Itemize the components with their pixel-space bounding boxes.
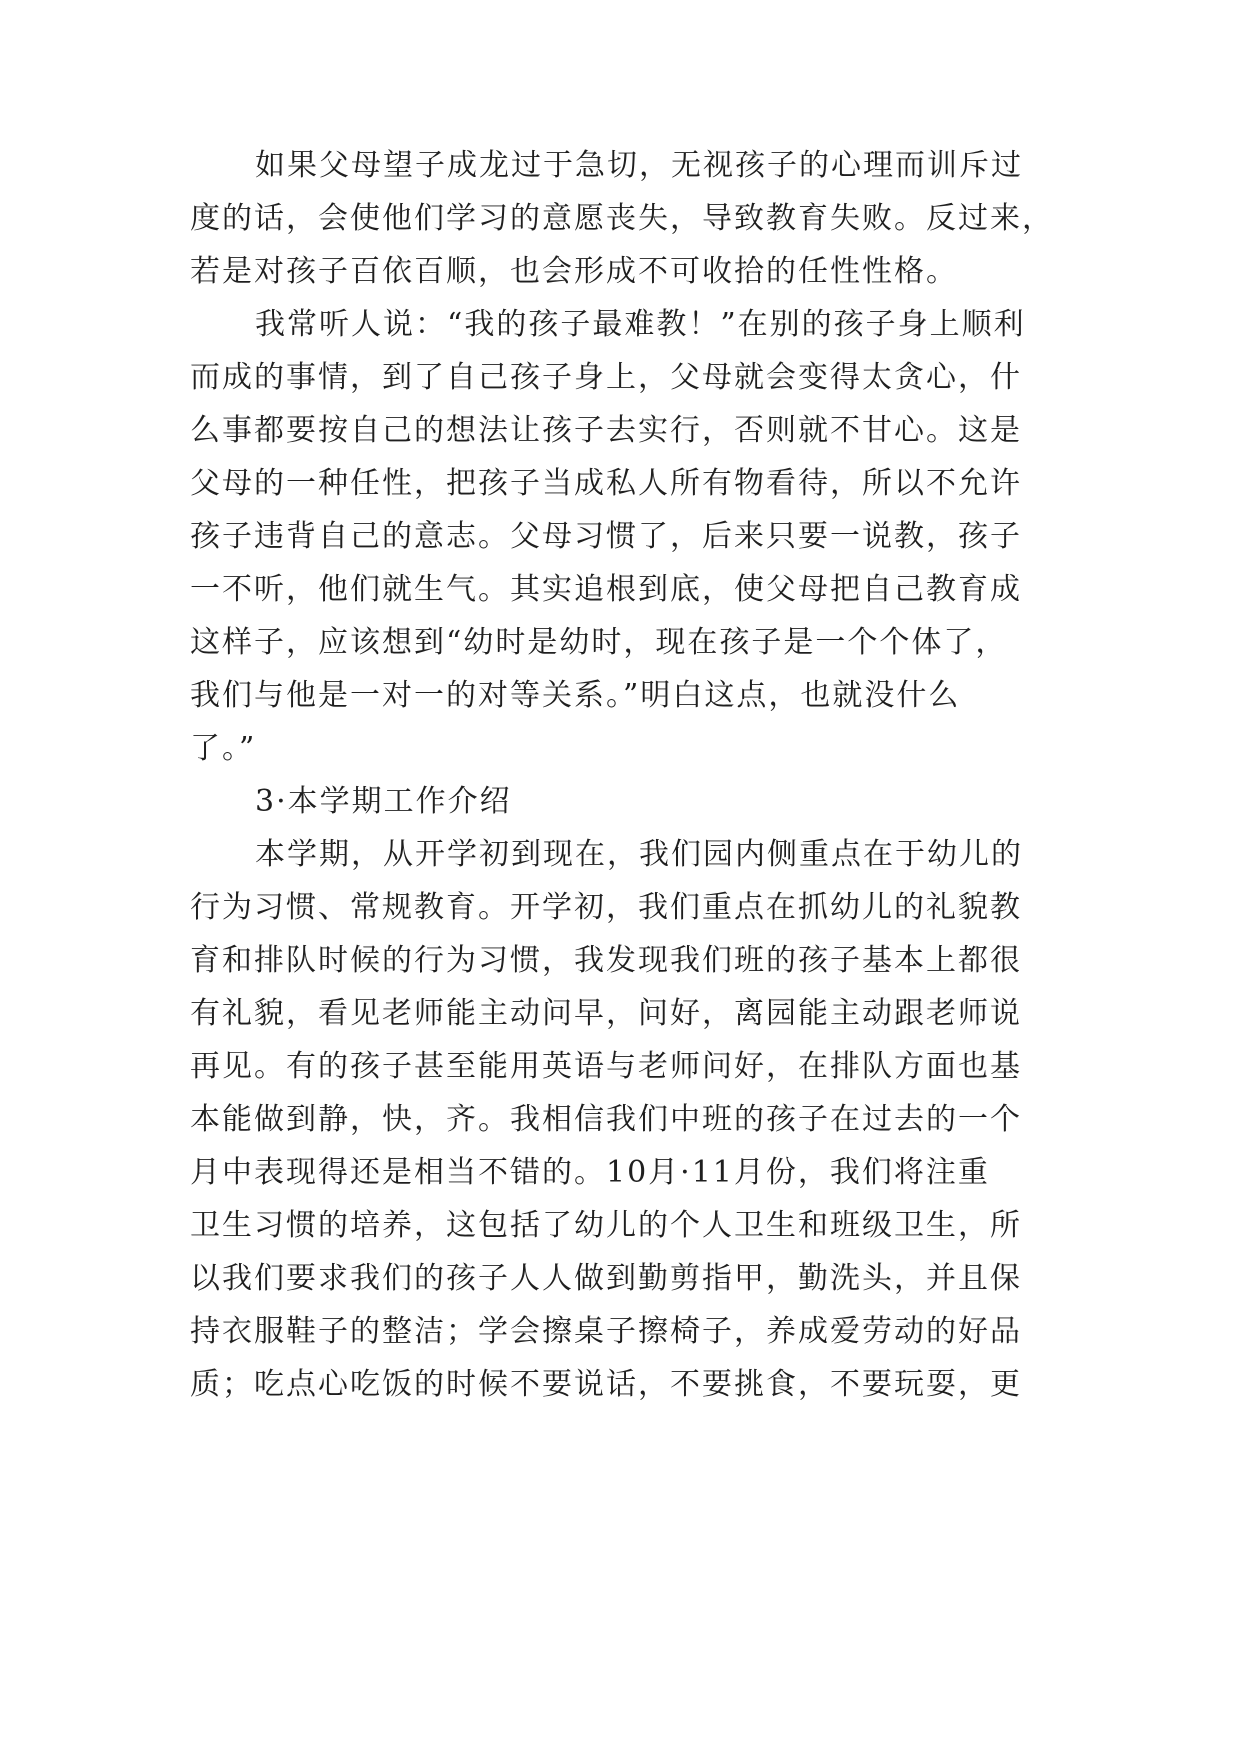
text-line: 月中表现得还是相当不错的。10月·11月份，我们将注重 — [190, 1155, 990, 1190]
text-line: 我们与他是一对一的对等关系。”明白这点，也就没什么 — [190, 678, 961, 713]
text-line: 行为习惯、常规教育。开学初，我们重点在抓幼儿的礼貌教 — [190, 890, 1022, 925]
text-line: 而成的事情，到了自己孩子身上，父母就会变得太贪心，什 — [190, 360, 1022, 395]
text-line: 若是对孩子百依百顺，也会形成不可收拾的任性性格。 — [190, 254, 958, 289]
text-line: 如果父母望子成龙过于急切，无视孩子的心理而训斥过 — [255, 148, 1023, 183]
text-line: 再见。有的孩子甚至能用英语与老师问好，在排队方面也基 — [190, 1049, 1022, 1084]
text-line: 我常听人说：“我的孩子最难教！”在别的孩子身上顺利 — [255, 307, 1026, 342]
text-line: 了。” — [190, 731, 257, 766]
text-line: 孩子违背自己的意志。父母习惯了，后来只要一说教，孩子 — [190, 519, 1022, 554]
text-line: 持衣服鞋子的整洁；学会擦桌子擦椅子，养成爱劳动的好品 — [190, 1314, 1022, 1349]
text-line: 育和排队时候的行为习惯，我发现我们班的孩子基本上都很 — [190, 943, 1022, 978]
text-line: 本学期，从开学初到现在，我们园内侧重点在于幼儿的 — [255, 837, 1023, 872]
text-line: 这样子，应该想到“幼时是幼时，现在孩子是一个个体了， — [190, 625, 1008, 660]
text-line: 一不听，他们就生气。其实追根到底，使父母把自己教育成 — [190, 572, 1022, 607]
section-heading: 3·本学期工作介绍 — [255, 784, 512, 819]
text-line: 以我们要求我们的孩子人人做到勤剪指甲，勤洗头，并且保 — [190, 1261, 1022, 1296]
text-line: 度的话，会使他们学习的意愿丧失，导致教育失败。反过来， — [190, 201, 1054, 236]
text-line: 父母的一种任性，把孩子当成私人所有物看待，所以不允许 — [190, 466, 1022, 501]
text-line: 本能做到静，快，齐。我相信我们中班的孩子在过去的一个 — [190, 1102, 1022, 1137]
text-line: 卫生习惯的培养，这包括了幼儿的个人卫生和班级卫生，所 — [190, 1208, 1022, 1243]
text-line: 么事都要按自己的想法让孩子去实行，否则就不甘心。这是 — [190, 413, 1022, 448]
text-line: 质；吃点心吃饭的时候不要说话，不要挑食，不要玩耍，更 — [190, 1367, 1022, 1402]
text-line: 有礼貌，看见老师能主动问早，问好，离园能主动跟老师说 — [190, 996, 1022, 1031]
